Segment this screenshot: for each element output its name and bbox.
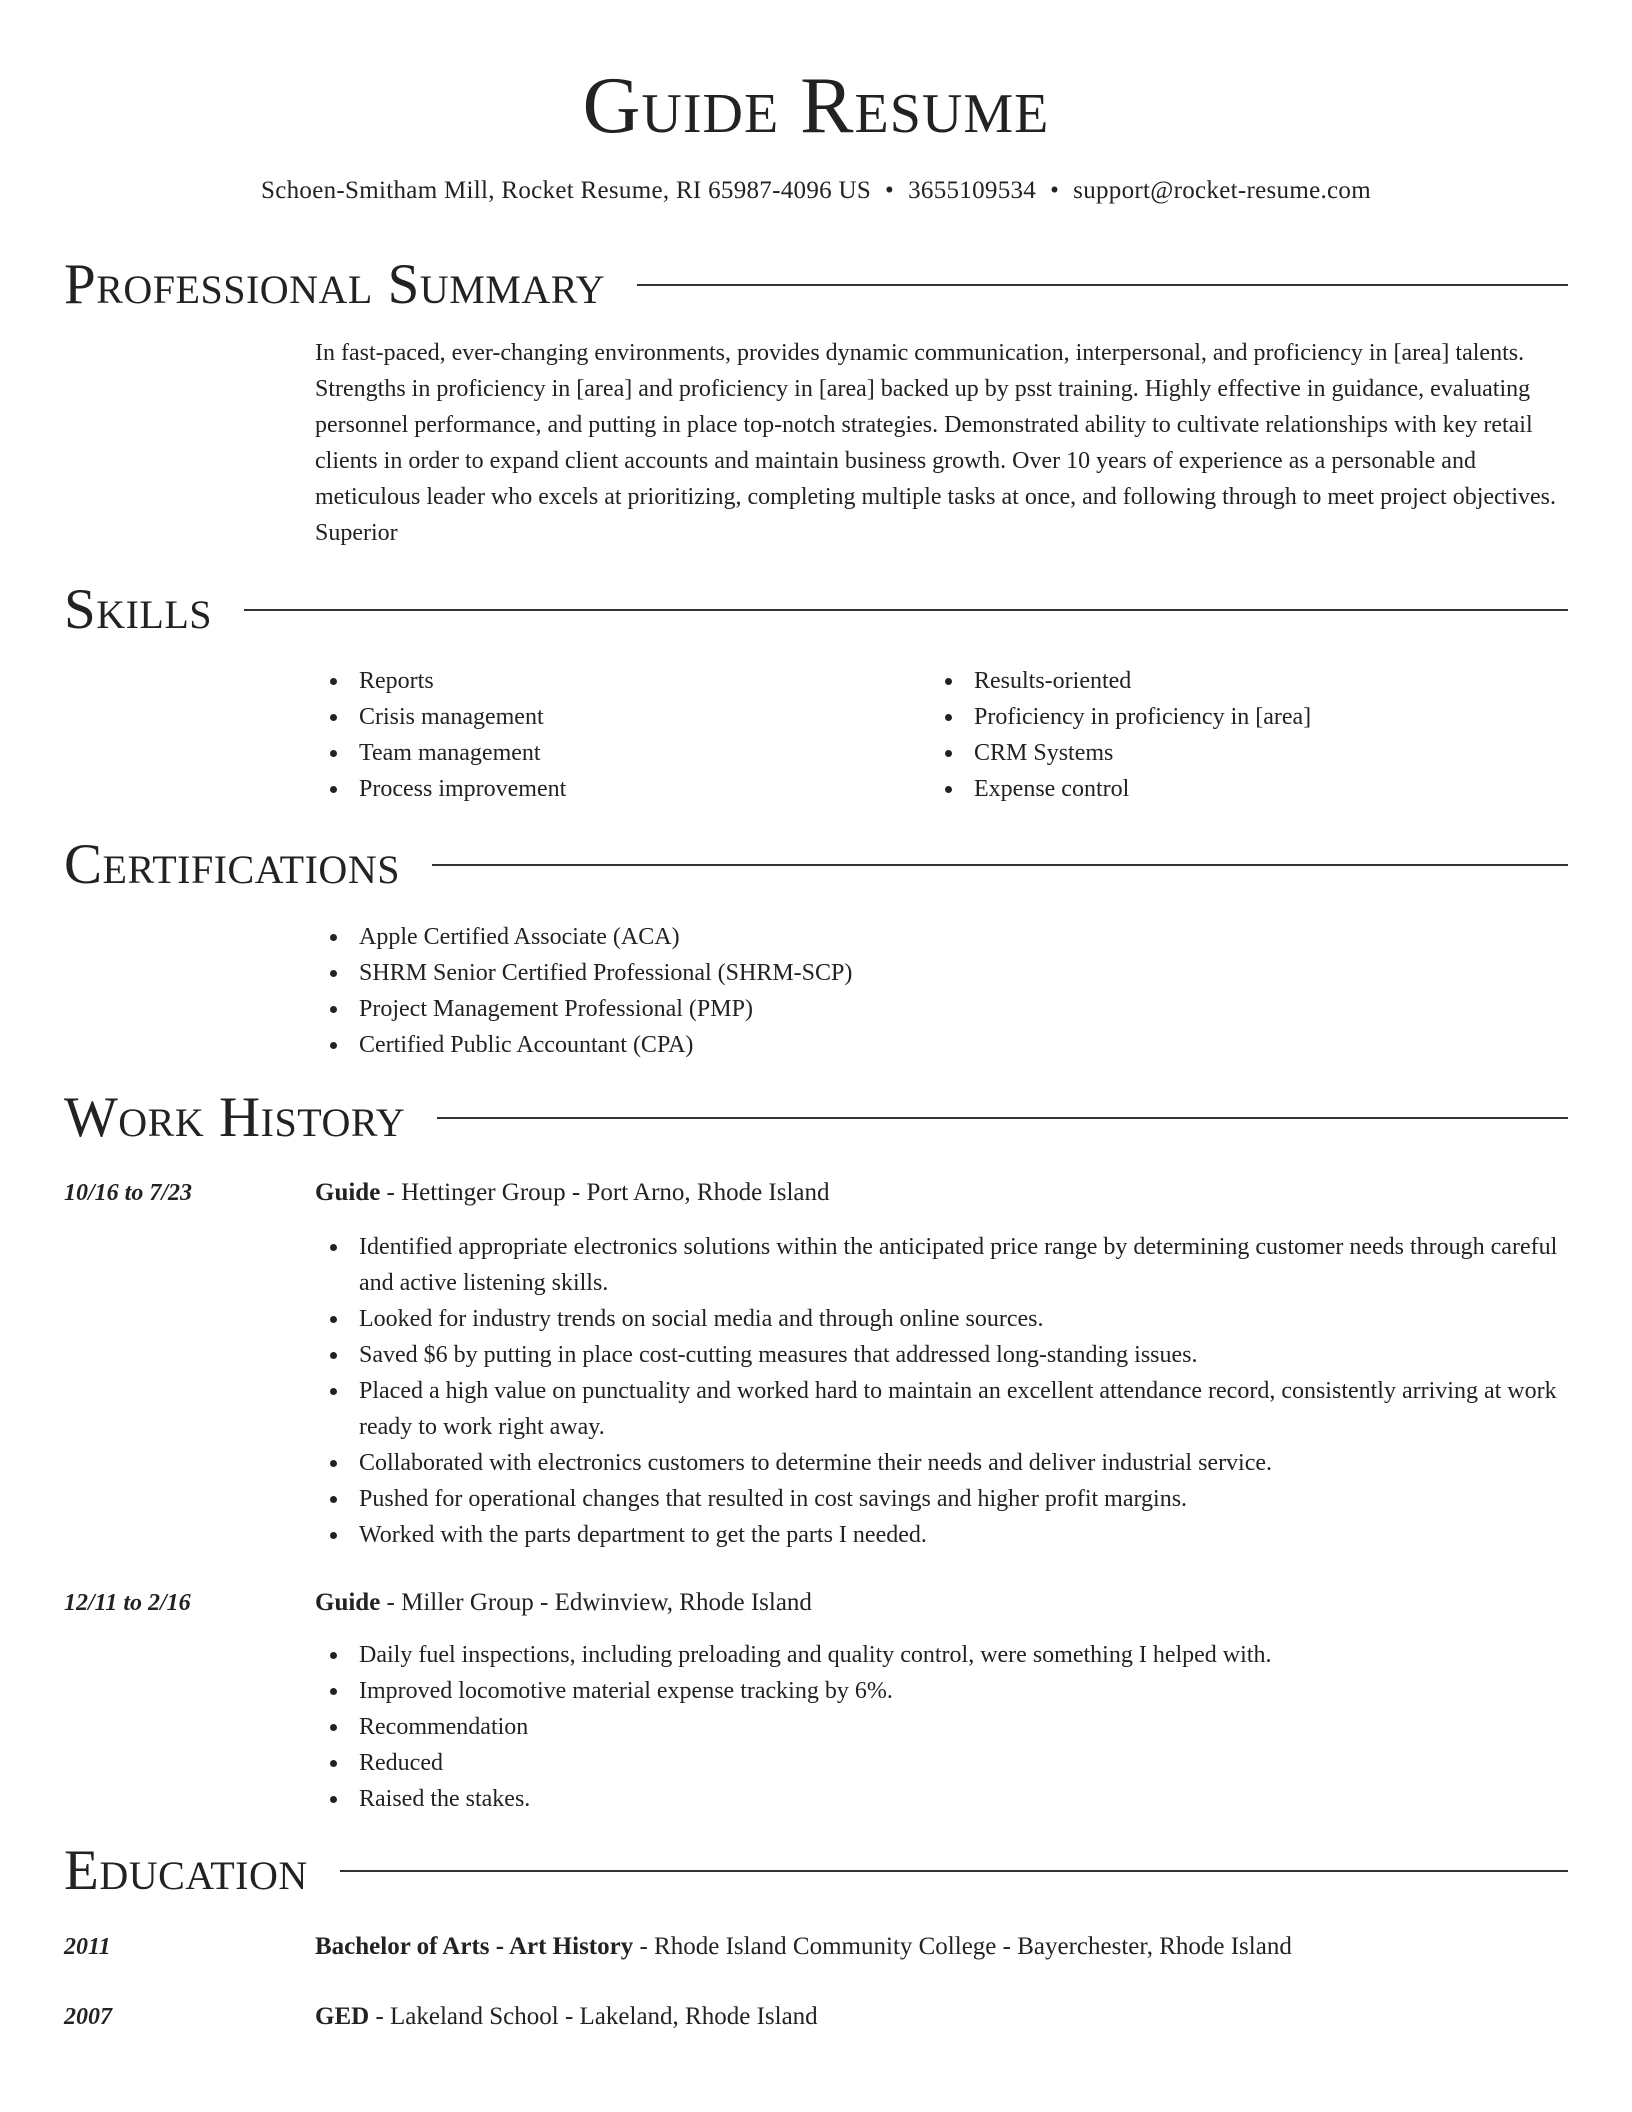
contact-email: support@rocket-resume.com <box>1073 177 1371 204</box>
education-school: - Rhode Island Community College - Bayerchester, Rhode Island <box>633 1933 1292 1960</box>
education-heading: Education <box>64 1839 308 1902</box>
education-detail <box>315 1999 818 2035</box>
certifications-heading: Certifications <box>64 833 400 896</box>
job-title-line <box>315 1585 812 1621</box>
resume-name: Guide Resume <box>582 62 1050 150</box>
skill-item: Team management <box>315 735 915 771</box>
job-date: 10/16 to 7/23 <box>64 1180 193 1206</box>
job-duty-item: Reduced <box>315 1745 1572 1781</box>
education-entry <box>64 1999 1572 2035</box>
job-date: 12/11 to 2/16 <box>64 1590 191 1616</box>
job-duty-item: Improved locomotive material expense tracking by 6%. <box>315 1673 1572 1709</box>
summary-heading: Professional Summary <box>64 253 606 316</box>
skills-heading: Skills <box>64 578 213 641</box>
certifications-list <box>315 919 1571 1063</box>
job-role: Guide <box>315 1589 381 1616</box>
summary-text: In fast-paced, ever-changing environments, provides dynamic communication, interpersonal, and proficiency in [area] talents. Strengths in proficiency in [area] and proficiency in [area] backed up by psst training. Highly effective in guidance, evaluating personnel performance, and putting in place top-notch strategies. Demonstrated ability to cultivate relationships with key retail clients in order to expand client accounts and maintain business growth. Over 10 years of experience as a personable and meticulous leader who excels at prioritizing, completing multiple tasks at once, and following through to meet project objectives. Superior <box>315 340 1557 546</box>
education-entry <box>64 1929 1572 1965</box>
education-degree: GED <box>315 2003 370 2030</box>
section-divider <box>432 864 1568 866</box>
education-school: - Lakeland School - Lakeland, Rhode Island <box>369 2003 818 2030</box>
skills-column-right <box>930 663 1530 807</box>
job-employer: - Hettinger Group - Port Arno, Rhode Island <box>380 1179 830 1206</box>
job-duty-item: Collaborated with electronics customers to determine their needs and deliver industrial service. <box>315 1445 1572 1481</box>
skill-item: Crisis management <box>315 699 915 735</box>
skill-item: Process improvement <box>315 771 915 807</box>
job-duties <box>315 1637 1572 1817</box>
education-section-header <box>64 1838 1568 1904</box>
job-duty-item: Recommendation <box>315 1709 1572 1745</box>
job-duty-item: Daily fuel inspections, including preloading and quality control, were something I helped with. <box>315 1637 1572 1673</box>
education-degree: Bachelor of Arts - Art History <box>315 1933 634 1960</box>
section-divider <box>637 284 1568 286</box>
education-detail <box>315 1929 1292 1965</box>
job-duty-item: Looked for industry trends on social media and through online sources. <box>315 1301 1572 1337</box>
job-duty-item: Identified appropriate electronics solutions within the anticipated price range by determining customer needs through careful and active listening skills. <box>315 1229 1572 1301</box>
work-section-header <box>64 1085 1568 1151</box>
skill-item: CRM Systems <box>930 735 1530 771</box>
certification-item: Apple Certified Associate (ACA) <box>315 919 1571 955</box>
contact-separator: • <box>885 177 895 204</box>
certification-item: Certified Public Accountant (CPA) <box>315 1027 1571 1063</box>
contact-address: Schoen-Smitham Mill, Rocket Resume, RI 65987-4096 US <box>261 177 872 204</box>
job-duty-item: Raised the stakes. <box>315 1781 1572 1817</box>
certification-item: SHRM Senior Certified Professional (SHRM-SCP) <box>315 955 1571 991</box>
section-divider <box>244 609 1568 611</box>
work-heading: Work History <box>64 1086 406 1149</box>
summary-section-header <box>64 252 1568 318</box>
job-role: Guide <box>315 1179 381 1206</box>
education-year: 2007 <box>64 2004 112 2030</box>
job-employer: - Miller Group - Edwinview, Rhode Island <box>380 1589 812 1616</box>
skill-item: Results-oriented <box>930 663 1530 699</box>
skill-item: Reports <box>315 663 915 699</box>
job-duty-item: Placed a high value on punctuality and worked hard to maintain an excellent attendance record, consistently arriving at work ready to work right away. <box>315 1373 1572 1445</box>
section-divider <box>437 1117 1568 1119</box>
job-duties <box>315 1229 1572 1553</box>
certification-item: Project Management Professional (PMP) <box>315 991 1571 1027</box>
certifications-section-header <box>64 832 1568 898</box>
skills-column-left <box>315 663 915 807</box>
job-duty-item: Saved $6 by putting in place cost-cutting measures that addressed long-standing issues. <box>315 1337 1572 1373</box>
job-duty-item: Worked with the parts department to get the parts I needed. <box>315 1517 1572 1553</box>
section-divider <box>340 1870 1568 1872</box>
job-title-line <box>315 1175 830 1211</box>
skill-item: Proficiency in proficiency in [area] <box>930 699 1530 735</box>
skills-section-header <box>64 577 1568 643</box>
contact-separator: • <box>1050 177 1060 204</box>
contact-line <box>0 174 1632 208</box>
education-year: 2011 <box>64 1934 111 1960</box>
skill-item: Expense control <box>930 771 1530 807</box>
job-duty-item: Pushed for operational changes that resulted in cost savings and higher profit margins. <box>315 1481 1572 1517</box>
contact-phone: 3655109534 <box>908 177 1037 204</box>
